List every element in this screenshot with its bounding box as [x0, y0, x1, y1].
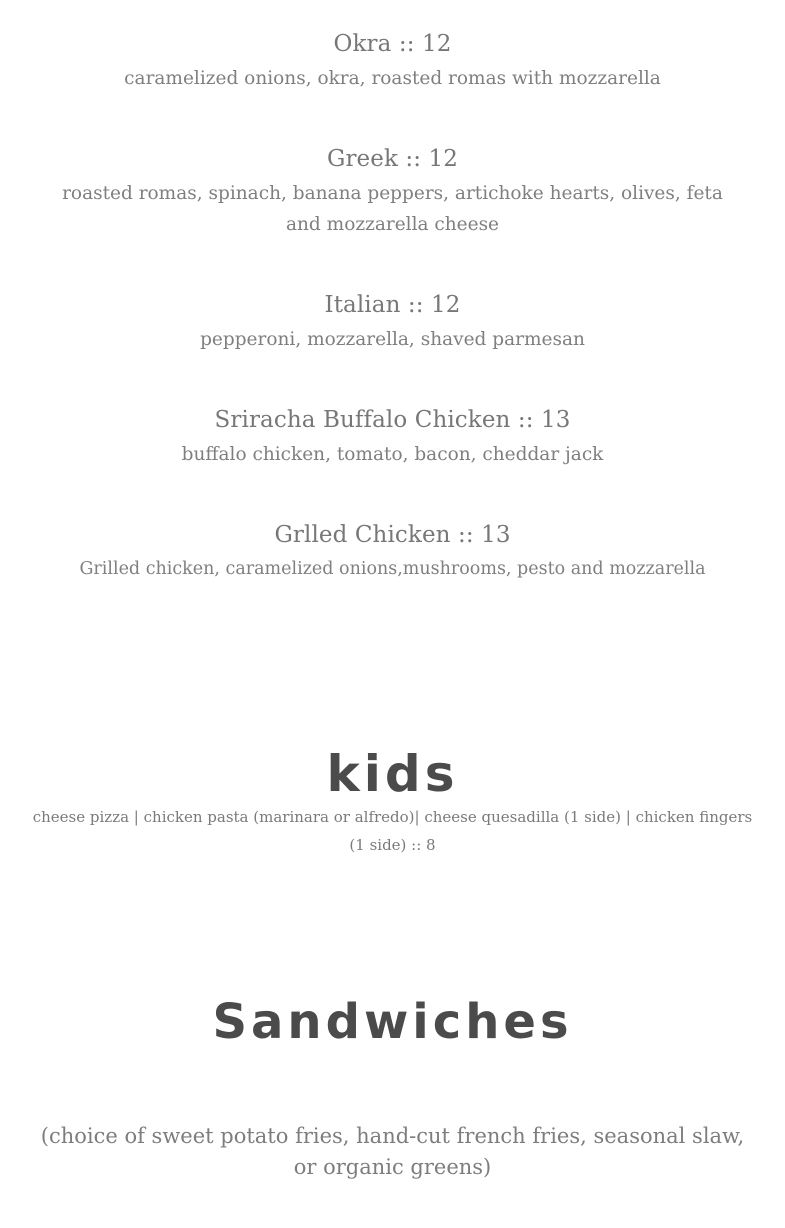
menu-item-title: Okra :: 12	[333, 31, 452, 57]
menu-item-sriracha-buffalo-chicken	[0, 405, 785, 470]
kids-heading: kids	[326, 745, 459, 803]
menu-item-greek	[0, 144, 785, 240]
menu-item-title: Italian :: 12	[324, 292, 461, 318]
menu-item-description: roasted romas, spinach, banana peppers, artichoke hearts, olives, feta and mozzarella cheese	[62, 183, 723, 235]
menu-item-title: Greek :: 12	[326, 146, 458, 172]
menu-item-title: Grlled Chicken :: 13	[274, 522, 511, 548]
sandwiches-heading: Sandwiches	[212, 994, 573, 1050]
menu-item-description: buffalo chicken, tomato, bacon, cheddar jack	[181, 444, 604, 465]
kids-menu-description: cheese pizza | chicken pasta (marinara or alfredo)| cheese quesadilla (1 side) | chicken fingers (1 side) :: 8	[32, 808, 753, 854]
menu-item-italian	[0, 290, 785, 355]
menu-item-description: caramelized onions, okra, roasted romas with mozzarella	[124, 68, 661, 89]
menu-item-grilled-chicken	[0, 520, 785, 585]
menu-item-description: pepperoni, mozzarella, shaved parmesan	[200, 329, 585, 350]
menu-item-okra	[0, 29, 785, 94]
menu-item-description: Grilled chicken, caramelized onions,mushrooms, pesto and mozzarella	[79, 559, 706, 579]
sandwiches-sides-note: (choice of sweet potato fries, hand-cut french fries, seasonal slaw, or organic greens)	[40, 1124, 745, 1179]
menu-item-title: Sriracha Buffalo Chicken :: 13	[214, 407, 571, 433]
